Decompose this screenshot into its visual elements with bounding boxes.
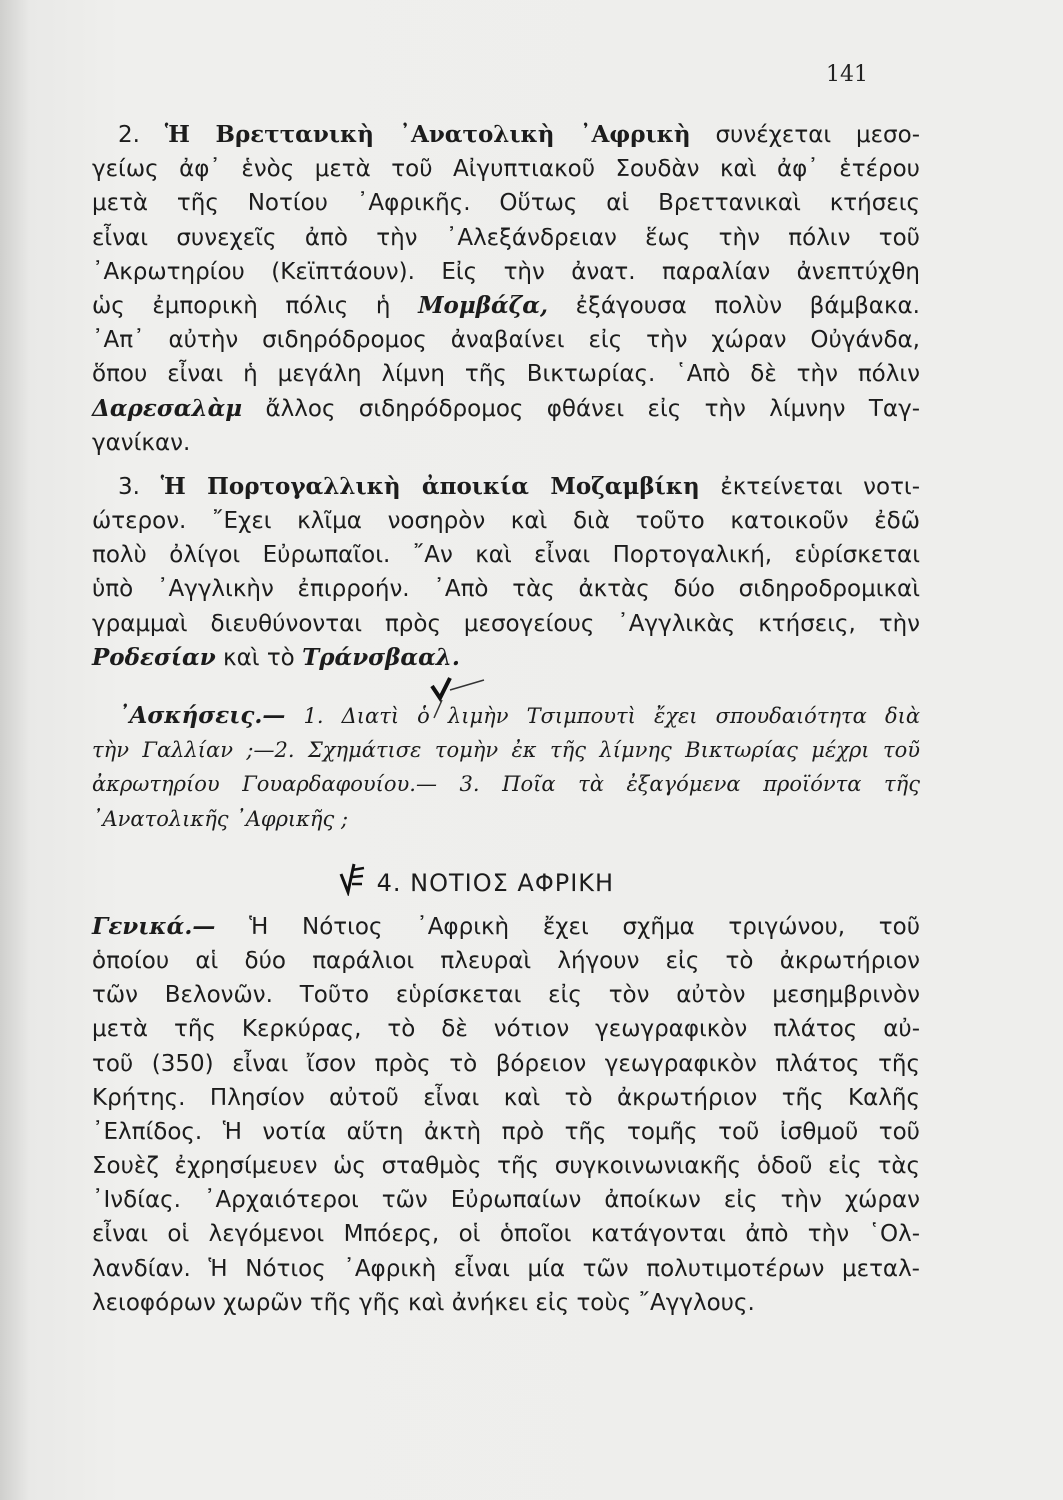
paragraph-mozambique xyxy=(92,470,920,675)
text-line: ἀκρωτηρίου Γουαρδαφουίου.— 3. Ποῖα τὰ ἐξαγόμενα προϊόντα τῆς xyxy=(92,772,920,797)
text-line: Σουὲζ ἐχρησίμευεν ὡς σταθμὸς τῆς συγκοινωνιακῆς ὁδοῦ εἰς τὰς xyxy=(92,1153,920,1180)
text-line: 3. Ἡ Πορτογαλλικὴ ἀποικία Μοζαμβίκη ἐκτείνεται νοτι- xyxy=(118,472,920,500)
exercises-block xyxy=(92,699,920,836)
text-line: εἶναι οἱ λεγόμενοι Μπόερς, οἱ ὁποῖοι κατάγονται ἀπὸ τὴν ῾Ολ- xyxy=(92,1221,920,1248)
text-line: ᾿Απ᾿ αὐτὴν σιδηρόδρομος ἀναβαίνει εἰς τὴν χώραν Οὐγάνδα, xyxy=(92,327,920,354)
text-line: ὑπὸ ᾿Αγγλικὴν ἐπιρροήν. ᾿Απὸ τὰς ἀκτὰς δύο σιδηροδρομικαὶ xyxy=(92,576,920,603)
text-line: μετὰ τῆς Κερκύρας, τὸ δὲ νότιον γεωγραφικὸν πλάτος αὐ- xyxy=(92,1016,920,1043)
text-line: λειοφόρων χωρῶν τῆς γῆς καὶ ἀνήκει εἰς τοὺς ῎Αγγλους. xyxy=(92,1289,755,1316)
text-line: ᾿Ελπίδος. Ἡ νοτία αὕτη ἀκτὴ πρὸ τῆς τομῆς τοῦ ἰσθμοῦ τοῦ xyxy=(92,1118,920,1145)
page-number: 141 xyxy=(826,62,868,87)
text-line: πολὺ ὀλίγοι Εὐρωπαῖοι. ῎Αν καὶ εἶναι Πορτογαλική, εὑρίσκεται xyxy=(92,542,920,569)
general-label: Γενικά.— xyxy=(92,912,216,940)
exercises-label: ᾿Ασκήσεις.— xyxy=(118,702,286,729)
handwritten-check-icon xyxy=(338,860,368,908)
place-mombasa: Μομβάζα, xyxy=(418,291,548,319)
text-line: Ροδεσίαν καὶ τὸ Τράνσβααλ. xyxy=(92,643,460,671)
text-line: 2. Ἡ Βρεττανικὴ ᾿Ανατολικὴ ᾿Αφρικὴ συνέχεται μεσο- xyxy=(118,121,920,148)
text-line: τῶν Βελονῶν. Τοῦτο εὑρίσκεται εἰς τὸν αὐτὸν μεσημβρινὸν xyxy=(92,982,920,1009)
paragraph-british-east-africa xyxy=(92,118,920,460)
page-body xyxy=(92,118,920,1320)
text-line: γανίκαν. xyxy=(92,429,191,456)
text-line: μετὰ τῆς Νοτίου ᾿Αφρικῆς. Οὕτως αἱ Βρεττανικαὶ κτήσεις xyxy=(92,190,920,217)
text-line: ὅπου εἶναι ἡ μεγάλη λίμνη τῆς Βικτωρίας. ῾Απὸ δὲ τὴν πόλιν xyxy=(92,361,920,388)
text-line: λανδίαν. Ἡ Νότιος ᾿Αφρικὴ εἶναι μία τῶν πολυτιμοτέρων μεταλ- xyxy=(92,1255,920,1282)
text-line: Γενικά.— Ἡ Νότιος ᾿Αφρικὴ ἔχει σχῆμα τριγώνου, τοῦ xyxy=(92,912,920,940)
text-line: ώτερον. ῎Εχει κλῖμα νοσηρὸν καὶ διὰ τοῦτο κατοικοῦν ἐδῶ xyxy=(92,508,920,535)
section-title-south-africa: 4. ΝΟΤΙΟΣ ΑΦΡΙΚΗ xyxy=(92,860,920,900)
text-line: ὡς ἐμπορικὴ πόλις ἡ Μομβάζα, ἐξάγουσα πολὺν βάμβακα. xyxy=(92,291,920,319)
text-line: ᾿Ακρωτηρίου (Κεϊπτάουν). Εἰς τὴν ἀνατ. παραλίαν ἀνεπτύχθη xyxy=(92,258,920,285)
text-line: εἶναι συνεχεῖς ἀπὸ τὴν ᾿Αλεξάνδρειαν ἕως τὴν πόλιν τοῦ xyxy=(92,224,920,251)
text-line: γείως ἀφ᾿ ἑνὸς μετὰ τοῦ Αἰγυπτιακοῦ Σουδὰν καὶ ἀφ᾿ ἑτέρου xyxy=(92,156,920,183)
text-line: ὁποίου αἱ δύο παράλιοι πλευραὶ λήγουν εἰς τὸ ἀκρωτήριον xyxy=(92,947,920,974)
text-line: ᾿Ασκήσεις.— 1. Διατὶ ὁ λιμὴν Τσιμπουτὶ ἔχει σπουδαιότητα διὰ xyxy=(118,702,920,729)
place-rhodesia: Ροδεσίαν xyxy=(92,643,216,671)
text-line: Δαρεσαλὰμ ἄλλος σιδηρόδρομος φθάνει εἰς τὴν λίμνην Ταγ- xyxy=(92,394,920,422)
handwritten-checkmark-icon xyxy=(428,672,488,726)
place-dar-es-salaam: Δαρεσαλὰμ xyxy=(92,394,243,422)
text-line: γραμμαὶ διευθύνονται πρὸς μεσογείους ᾿Αγγλικὰς κτήσεις, τὴν xyxy=(92,610,920,637)
text-line: Κρήτης. Πλησίον αὐτοῦ εἶναι καὶ τὸ ἀκρωτήριον τῆς Καλῆς xyxy=(92,1084,920,1111)
paragraph-south-africa-general xyxy=(92,910,920,1320)
text-line: ᾿Ανατολικῆς ᾿Αφρικῆς ; xyxy=(92,806,349,831)
text-line: τὴν Γαλλίαν ;—2. Σχημάτισε τομὴν ἐκ τῆς λίμνης Βικτωρίας μέχρι τοῦ xyxy=(92,738,920,763)
heading-british-east-africa: Ἡ Βρεττανικὴ ᾿Ανατολικὴ ᾿Αφρικὴ xyxy=(164,121,691,148)
place-transvaal: Τράνσβααλ. xyxy=(302,643,460,671)
heading-mozambique: Ἡ Πορτογαλλικὴ ἀποικία Μοζαμβίκη xyxy=(160,472,700,500)
text-line: τοῦ (350) εἶναι ἴσον πρὸς τὸ βόρειον γεωγραφικὸν πλάτος τῆς xyxy=(92,1050,920,1077)
text-line: ᾿Ινδίας. ᾿Αρχαιότεροι τῶν Εὐρωπαίων ἀποίκων εἰς τὴν χώραν xyxy=(92,1187,920,1214)
